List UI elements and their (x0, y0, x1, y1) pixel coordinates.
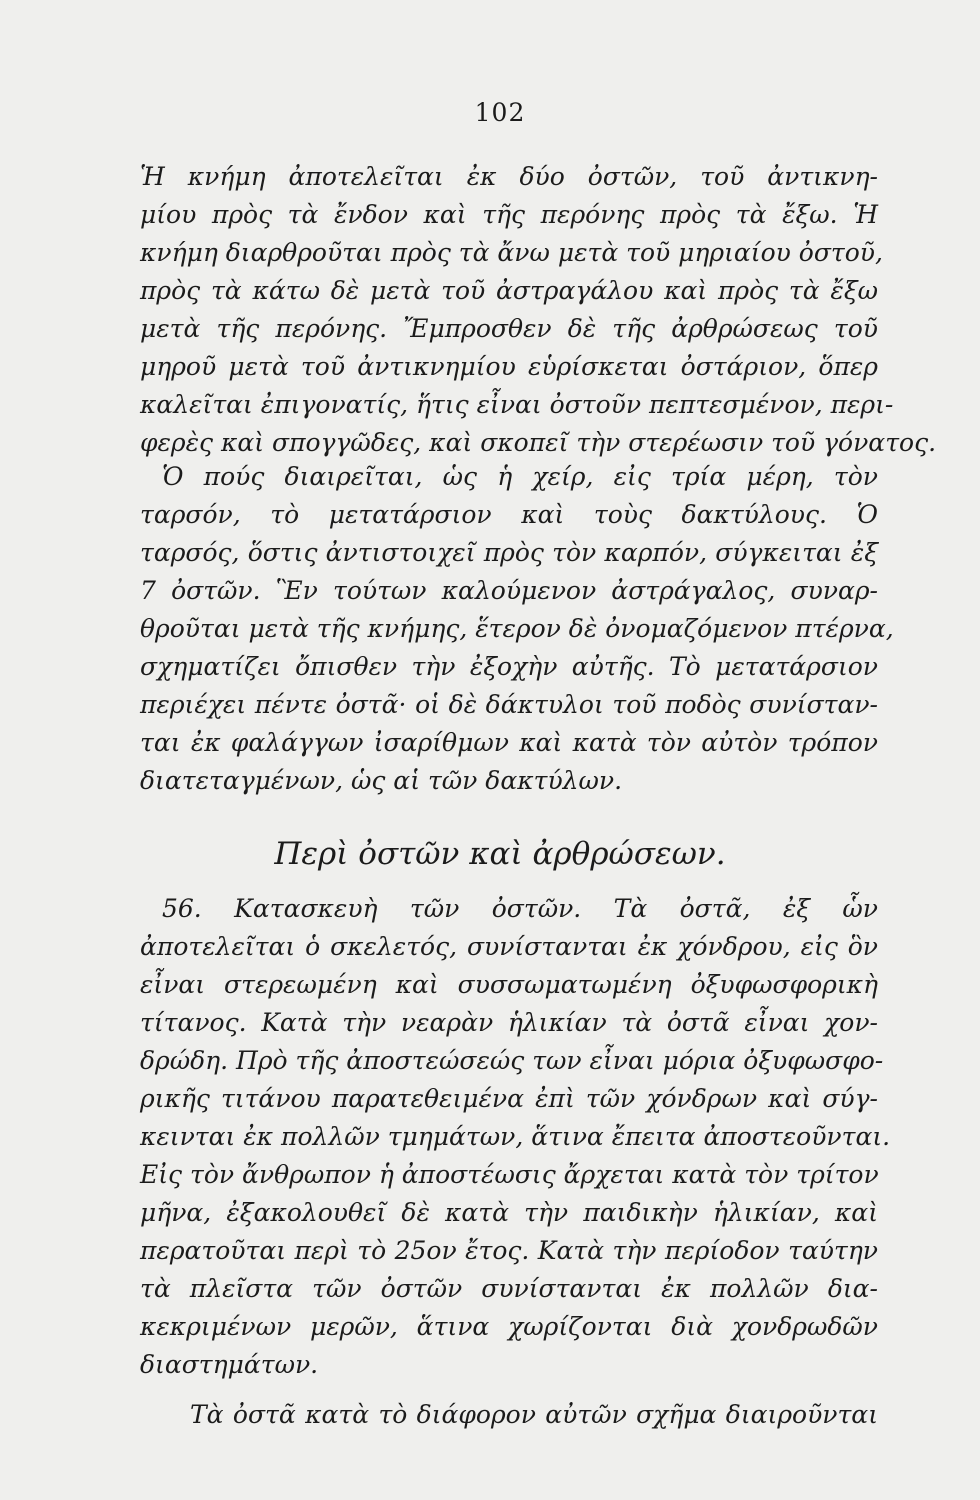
text-line: τὰ πλεῖστα τῶν ὀστῶν συνίστανται ἐκ πολλῶν δια- (140, 1274, 878, 1303)
text-line: κεινται ἐκ πολλῶν τμημάτων, ἅτινα ἔπειτα ἀποστεοῦνται. (140, 1122, 891, 1151)
text-line: θροῦται μετὰ τῆς κνήμης, ἕτερον δὲ ὀνομαζόμενον πτέρνα, (140, 614, 894, 643)
paragraph-bone-shapes (140, 1396, 878, 1434)
text-line: δρώδη. Πρὸ τῆς ἀποστεώσεώς των εἶναι μόρια ὀξυφωσφο- (140, 1046, 884, 1075)
text-line: περατοῦται περὶ τὸ 25ον ἔτος. Κατὰ τὴν περίοδον ταύτην (140, 1236, 878, 1265)
text-line: τίτανος. Κατὰ τὴν νεαρὰν ἡλικίαν τὰ ὀστᾶ εἶναι χον- (140, 1008, 878, 1037)
text-line: φερὲς καὶ σπογγῶδες, καὶ σκοπεῖ τὴν στερέωσιν τοῦ γόνατος. (140, 428, 937, 457)
page-number: 102 (474, 98, 526, 127)
text-line: ταρσόν, τὸ μετατάρσιον καὶ τοὺς δακτύλους. Ὁ (140, 500, 878, 529)
text-line: Ὁ πούς διαιρεῖται, ὡς ἡ χείρ, εἰς τρία μέρη, τὸν (162, 462, 878, 491)
text-line: ἀποτελεῖται ὁ σκελετός, συνίστανται ἐκ χόνδρου, εἰς ὃν (140, 932, 878, 961)
text-line: πρὸς τὰ κάτω δὲ μετὰ τοῦ ἀστραγάλου καὶ πρὸς τὰ ἔξω (140, 276, 878, 305)
text-line: διαστημάτων. (140, 1350, 319, 1379)
text-line: ταρσός, ὅστις ἀντιστοιχεῖ πρὸς τὸν καρπόν, σύγκειται ἐξ (140, 538, 878, 567)
text-line: περιέχει πέντε ὀστᾶ· οἱ δὲ δάκτυλοι τοῦ ποδὸς συνίσταν- (140, 690, 878, 719)
text-line: σχηματίζει ὄπισθεν τὴν ἐξοχὴν αὐτῆς. Τὸ μετατάρσιον (140, 652, 878, 681)
text-line: διατεταγμένων, ὡς αἱ τῶν δακτύλων. (140, 766, 623, 795)
text-line: Τὰ ὀστᾶ κατὰ τὸ διάφορον αὐτῶν σχῆμα διαιροῦνται (190, 1400, 878, 1429)
paragraph-bone-structure (140, 890, 891, 1384)
text-line: 56. Κατασκευὴ τῶν ὀστῶν. Τὰ ὀστᾶ, ἐξ ὧν (162, 894, 878, 923)
text-line: μίου πρὸς τὰ ἔνδον καὶ τῆς περόνης πρὸς τὰ ἔξω. Ἡ (140, 200, 878, 229)
text-line: ρικῆς τιτάνου παρατεθειμένα ἐπὶ τῶν χόνδρων καὶ σύγ- (140, 1084, 878, 1113)
text-line: καλεῖται ἐπιγονατίς, ἥτις εἶναι ὀστοῦν πεπτεσμένον, περι- (140, 390, 894, 419)
text-line: κεκριμένων μερῶν, ἅτινα χωρίζονται διὰ χονδρωδῶν (140, 1312, 878, 1341)
text-line: εἶναι στερεωμένη καὶ συσσωματωμένη ὀξυφωσφορικὴ (140, 970, 878, 999)
text-line: μῆνα, ἐξακολουθεῖ δὲ κατὰ τὴν παιδικὴν ἡλικίαν, καὶ (140, 1198, 878, 1227)
text-line: Ἡ κνήμη ἀποτελεῖται ἐκ δύο ὀστῶν, τοῦ ἀντικνη- (140, 162, 878, 191)
text-line: κνήμη διαρθροῦται πρὸς τὰ ἄνω μετὰ τοῦ μηριαίου ὀστοῦ, (140, 238, 883, 267)
text-line: ται ἐκ φαλάγγων ἰσαρίθμων καὶ κατὰ τὸν αὐτὸν τρόπον (140, 728, 878, 757)
text-line: 7 ὀστῶν. Ἓν τούτων καλούμενον ἀστράγαλος, συναρ- (140, 576, 878, 605)
paragraph-foot (140, 458, 894, 800)
text-line: μετὰ τῆς περόνης. Ἔμπροσθεν δὲ τῆς ἀρθρώσεως τοῦ (140, 314, 878, 343)
section-heading: Περὶ ὀστῶν καὶ ἀρθρώσεων. (274, 836, 726, 872)
paragraph-tibia (140, 158, 937, 462)
text-line: μηροῦ μετὰ τοῦ ἀντικνημίου εὑρίσκεται ὀστάριον, ὅπερ (140, 352, 878, 381)
text-line: Εἰς τὸν ἄνθρωπον ἡ ἀποστέωσις ἄρχεται κατὰ τὸν τρίτον (140, 1160, 879, 1189)
